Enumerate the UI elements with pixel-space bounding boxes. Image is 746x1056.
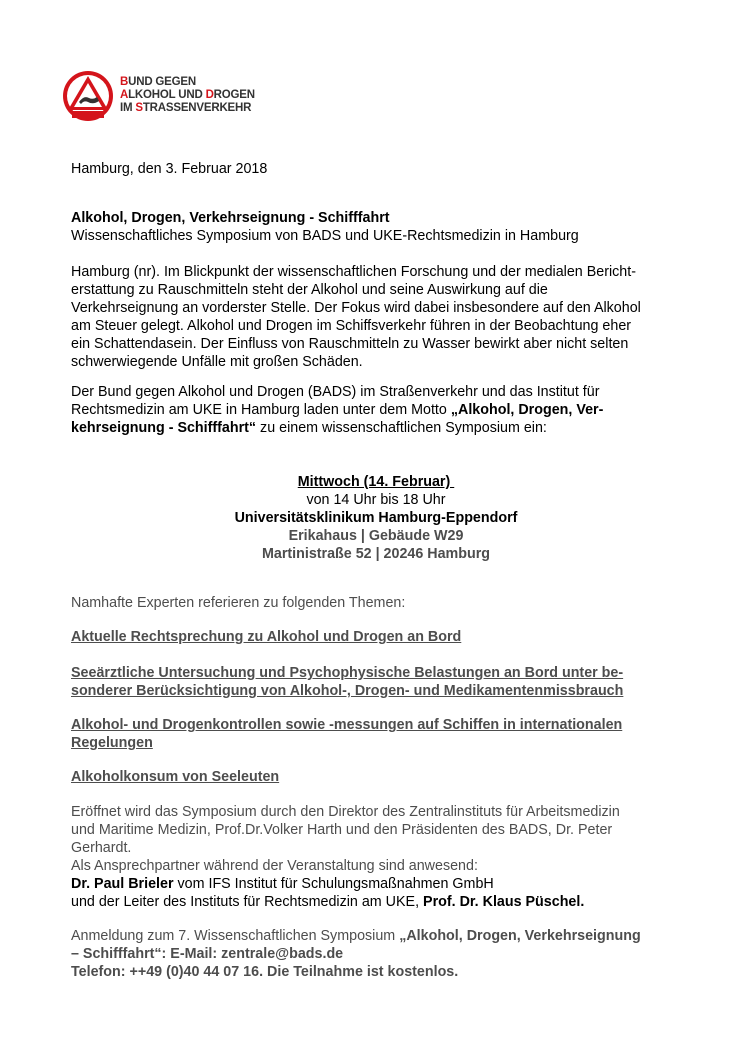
event-time: von 14 Uhr bis 18 Uhr bbox=[306, 492, 446, 508]
bads-logo bbox=[62, 70, 262, 122]
headline: Alkohol, Drogen, Verkehrseignung - Schifffahrt bbox=[71, 210, 390, 226]
topic-1: Aktuelle Rechtsprechung zu Alkohol und Drogen an Bord bbox=[71, 629, 462, 645]
invitation-paragraph: Der Bund gegen Alkohol und Drogen (BADS) im Straßenverkehr und das Institut für Rechtsmedizin am UKE in Hamburg laden unter dem Motto „Alkohol, Drogen, Ver- kehrseignung - Schifffahrt“ zu einem wissenschaftlichen Symposium ein: bbox=[71, 384, 604, 436]
topic-3: Alkohol- und Drogenkontrollen sowie -messungen auf Schiffen in internationalen Regelungen bbox=[71, 717, 623, 751]
event-venue: Universitätsklinikum Hamburg-Eppendorf bbox=[234, 510, 518, 526]
logo-wordmark: BUND GEGEN ALKOHOL UND DROGEN IM STRASSENVERKEHR bbox=[120, 76, 255, 114]
contacts-paragraph: Als Ansprechpartner während der Veranstaltung sind anwesend: Dr. Paul Brieler vom IFS Institut für Schulungsmaßnahmen GmbH und der Leiter des Instituts für Rechtsmedizin am UKE, Prof. Dr. Klaus Püschel. bbox=[71, 858, 585, 910]
event-day: Mittwoch (14. Februar) bbox=[297, 474, 455, 490]
registration-paragraph: Anmeldung zum 7. Wissenschaftlichen Symposium „Alkohol, Drogen, Verkehrseignung – Schifffahrt“: E-Mail: zentrale@bads.de Telefon: ++49 (0)40 44 07 16. Die Teilnahme ist kostenlos. bbox=[71, 928, 641, 980]
bads-emblem-icon bbox=[62, 70, 114, 122]
subheadline: Wissenschaftliches Symposium von BADS und UKE-Rechtsmedizin in Hamburg bbox=[71, 228, 579, 244]
opening-paragraph: Eröffnet wird das Symposium durch den Direktor des Zentralinstituts für Arbeitsmedizin und Maritime Medizin, Prof.Dr.Volker Harth und den Präsidenten des BADS, Dr. Peter Gerhardt. bbox=[71, 804, 620, 856]
topic-2: Seeärztliche Untersuchung und Psychophysische Belastungen an Bord unter be- sonderer Berücksichtigung von Alkohol-, Drogen- und Medikamentenmissbrauch bbox=[71, 665, 624, 699]
dateline: Hamburg, den 3. Februar 2018 bbox=[71, 161, 268, 177]
event-building: Erikahaus | Gebäude W29 bbox=[288, 528, 464, 544]
intro-paragraph: Hamburg (nr). Im Blickpunkt der wissenschaftlichen Forschung und der medialen Bericht- erstattung zu Rauschmitteln steht der Alkohol und seine Auswirkung auf die Verkehrseignung an vorderster Stelle. Der Fokus wird dabei insbesondere auf den Alkohol am Steuer gelegt. Alkohol und Drogen im Schiffsverkehr führen in der Beobachtung eher ein Schattendasein. Der Einfluss von Rauschmitteln zu Wasser bewirkt aber nicht selten schwerwiegende Unfälle mit großen Schäden. bbox=[71, 264, 641, 370]
topic-4: Alkoholkonsum von Seeleuten bbox=[71, 769, 280, 785]
event-address: Martinistraße 52 | 20246 Hamburg bbox=[261, 546, 491, 562]
event-details bbox=[71, 473, 681, 563]
experts-intro: Namhafte Experten referieren zu folgenden Themen: bbox=[71, 595, 406, 611]
